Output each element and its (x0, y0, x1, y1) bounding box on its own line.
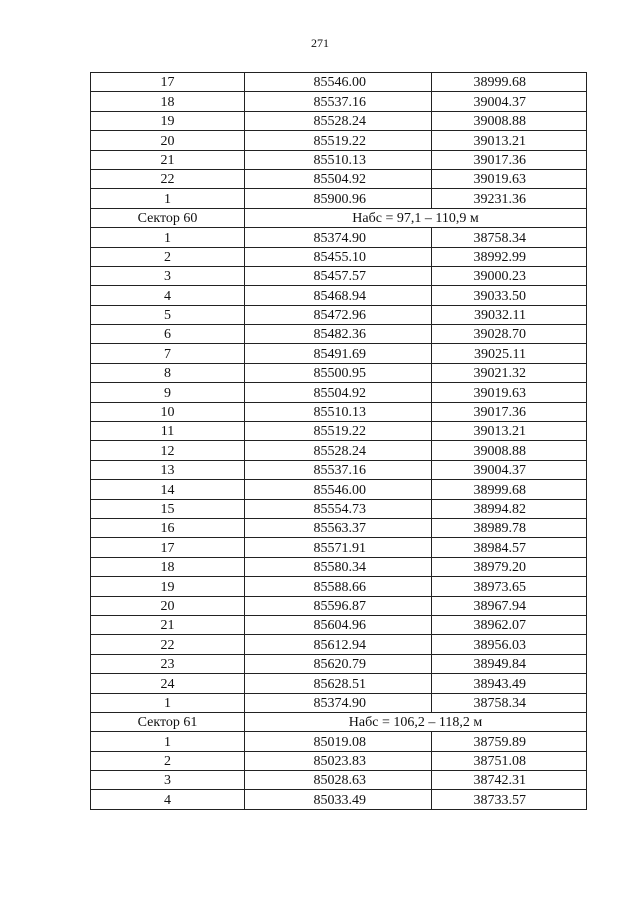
y-coordinate: 38967.94 (432, 596, 587, 615)
x-coordinate: 85554.73 (245, 499, 432, 518)
x-coordinate: 85546.00 (245, 480, 432, 499)
x-coordinate: 85580.34 (245, 557, 432, 576)
table-row (91, 538, 587, 557)
y-coordinate: 38979.20 (432, 557, 587, 576)
y-coordinate: 39025.11 (432, 344, 587, 363)
x-coordinate: 85472.96 (245, 305, 432, 324)
point-number: 10 (91, 402, 245, 421)
sector-height-range: Набс = 106,2 – 118,2 м (245, 712, 587, 731)
y-coordinate: 38751.08 (432, 751, 587, 770)
y-coordinate: 39013.21 (432, 422, 587, 441)
y-coordinate: 38973.65 (432, 577, 587, 596)
x-coordinate: 85900.96 (245, 189, 432, 208)
x-coordinate: 85510.13 (245, 150, 432, 169)
x-coordinate: 85528.24 (245, 111, 432, 130)
y-coordinate: 39019.63 (432, 383, 587, 402)
y-coordinate: 38742.31 (432, 771, 587, 790)
y-coordinate: 38999.68 (432, 73, 587, 92)
x-coordinate: 85519.22 (245, 131, 432, 150)
sector-header-row (91, 208, 587, 227)
table-row (91, 771, 587, 790)
x-coordinate: 85500.95 (245, 363, 432, 382)
x-coordinate: 85563.37 (245, 518, 432, 537)
point-number: 23 (91, 654, 245, 673)
table-row (91, 111, 587, 130)
table-row (91, 674, 587, 693)
point-number: 1 (91, 228, 245, 247)
table-row (91, 790, 587, 809)
y-coordinate: 38984.57 (432, 538, 587, 557)
point-number: 21 (91, 615, 245, 634)
table-row (91, 751, 587, 770)
x-coordinate: 85596.87 (245, 596, 432, 615)
y-coordinate: 38994.82 (432, 499, 587, 518)
table-row (91, 615, 587, 634)
table-row (91, 732, 587, 751)
point-number: 2 (91, 751, 245, 770)
point-number: 7 (91, 344, 245, 363)
table-row (91, 286, 587, 305)
table-row (91, 499, 587, 518)
point-number: 18 (91, 92, 245, 111)
point-number: 17 (91, 538, 245, 557)
y-coordinate: 39033.50 (432, 286, 587, 305)
point-number: 3 (91, 266, 245, 285)
point-number: 17 (91, 73, 245, 92)
point-number: 4 (91, 790, 245, 809)
table-row (91, 228, 587, 247)
sector-height-range: Набс = 97,1 – 110,9 м (245, 208, 587, 227)
x-coordinate: 85571.91 (245, 538, 432, 557)
x-coordinate: 85504.92 (245, 383, 432, 402)
sector-label: Сектор 60 (91, 208, 245, 227)
x-coordinate: 85033.49 (245, 790, 432, 809)
x-coordinate: 85537.16 (245, 460, 432, 479)
x-coordinate: 85504.92 (245, 169, 432, 188)
x-coordinate: 85468.94 (245, 286, 432, 305)
x-coordinate: 85374.90 (245, 693, 432, 712)
x-coordinate: 85023.83 (245, 751, 432, 770)
table-row (91, 305, 587, 324)
x-coordinate: 85374.90 (245, 228, 432, 247)
point-number: 19 (91, 577, 245, 596)
x-coordinate: 85588.66 (245, 577, 432, 596)
x-coordinate: 85528.24 (245, 441, 432, 460)
y-coordinate: 38759.89 (432, 732, 587, 751)
table-row (91, 247, 587, 266)
point-number: 22 (91, 169, 245, 188)
page-number: 271 (311, 36, 329, 50)
coordinates-table-body (91, 73, 587, 810)
point-number: 20 (91, 596, 245, 615)
x-coordinate: 85628.51 (245, 674, 432, 693)
point-number: 9 (91, 383, 245, 402)
point-number: 13 (91, 460, 245, 479)
table-row (91, 189, 587, 208)
y-coordinate: 39004.37 (432, 460, 587, 479)
table-row (91, 73, 587, 92)
sector-label: Сектор 61 (91, 712, 245, 731)
y-coordinate: 39021.32 (432, 363, 587, 382)
point-number: 6 (91, 325, 245, 344)
point-number: 14 (91, 480, 245, 499)
point-number: 1 (91, 189, 245, 208)
point-number: 15 (91, 499, 245, 518)
y-coordinate: 38758.34 (432, 228, 587, 247)
y-coordinate: 39008.88 (432, 441, 587, 460)
table-row (91, 266, 587, 285)
x-coordinate: 85604.96 (245, 615, 432, 634)
x-coordinate: 85455.10 (245, 247, 432, 266)
x-coordinate: 85537.16 (245, 92, 432, 111)
table-row (91, 383, 587, 402)
table-row (91, 596, 587, 615)
table-row (91, 169, 587, 188)
point-number: 24 (91, 674, 245, 693)
table-row (91, 480, 587, 499)
x-coordinate: 85019.08 (245, 732, 432, 751)
table-row (91, 92, 587, 111)
table-row (91, 441, 587, 460)
x-coordinate: 85612.94 (245, 635, 432, 654)
table-row (91, 325, 587, 344)
x-coordinate: 85510.13 (245, 402, 432, 421)
x-coordinate: 85620.79 (245, 654, 432, 673)
y-coordinate: 38956.03 (432, 635, 587, 654)
table-row (91, 518, 587, 537)
point-number: 16 (91, 518, 245, 537)
point-number: 20 (91, 131, 245, 150)
y-coordinate: 39017.36 (432, 402, 587, 421)
point-number: 8 (91, 363, 245, 382)
y-coordinate: 39019.63 (432, 169, 587, 188)
table-row (91, 402, 587, 421)
y-coordinate: 38949.84 (432, 654, 587, 673)
table-row (91, 344, 587, 363)
point-number: 21 (91, 150, 245, 169)
x-coordinate: 85546.00 (245, 73, 432, 92)
x-coordinate: 85491.69 (245, 344, 432, 363)
table-row (91, 635, 587, 654)
y-coordinate: 38999.68 (432, 480, 587, 499)
point-number: 1 (91, 693, 245, 712)
point-number: 18 (91, 557, 245, 576)
y-coordinate: 39000.23 (432, 266, 587, 285)
point-number: 22 (91, 635, 245, 654)
point-number: 12 (91, 441, 245, 460)
x-coordinate: 85457.57 (245, 266, 432, 285)
point-number: 4 (91, 286, 245, 305)
y-coordinate: 39004.37 (432, 92, 587, 111)
table-row (91, 557, 587, 576)
point-number: 19 (91, 111, 245, 130)
y-coordinate: 39028.70 (432, 325, 587, 344)
coordinates-table (90, 72, 587, 810)
table-row (91, 422, 587, 441)
y-coordinate: 38758.34 (432, 693, 587, 712)
table-row (91, 577, 587, 596)
sector-header-row (91, 712, 587, 731)
table-row (91, 693, 587, 712)
y-coordinate: 39013.21 (432, 131, 587, 150)
y-coordinate: 39231.36 (432, 189, 587, 208)
y-coordinate: 38989.78 (432, 518, 587, 537)
table-row (91, 131, 587, 150)
y-coordinate: 38962.07 (432, 615, 587, 634)
y-coordinate: 38733.57 (432, 790, 587, 809)
y-coordinate: 38992.99 (432, 247, 587, 266)
y-coordinate: 38943.49 (432, 674, 587, 693)
x-coordinate: 85519.22 (245, 422, 432, 441)
point-number: 3 (91, 771, 245, 790)
y-coordinate: 39008.88 (432, 111, 587, 130)
x-coordinate: 85028.63 (245, 771, 432, 790)
table-row (91, 654, 587, 673)
point-number: 11 (91, 422, 245, 441)
x-coordinate: 85482.36 (245, 325, 432, 344)
table-row (91, 460, 587, 479)
y-coordinate: 39017.36 (432, 150, 587, 169)
y-coordinate: 39032.11 (432, 305, 587, 324)
point-number: 1 (91, 732, 245, 751)
point-number: 2 (91, 247, 245, 266)
table-row (91, 363, 587, 382)
table-row (91, 150, 587, 169)
point-number: 5 (91, 305, 245, 324)
